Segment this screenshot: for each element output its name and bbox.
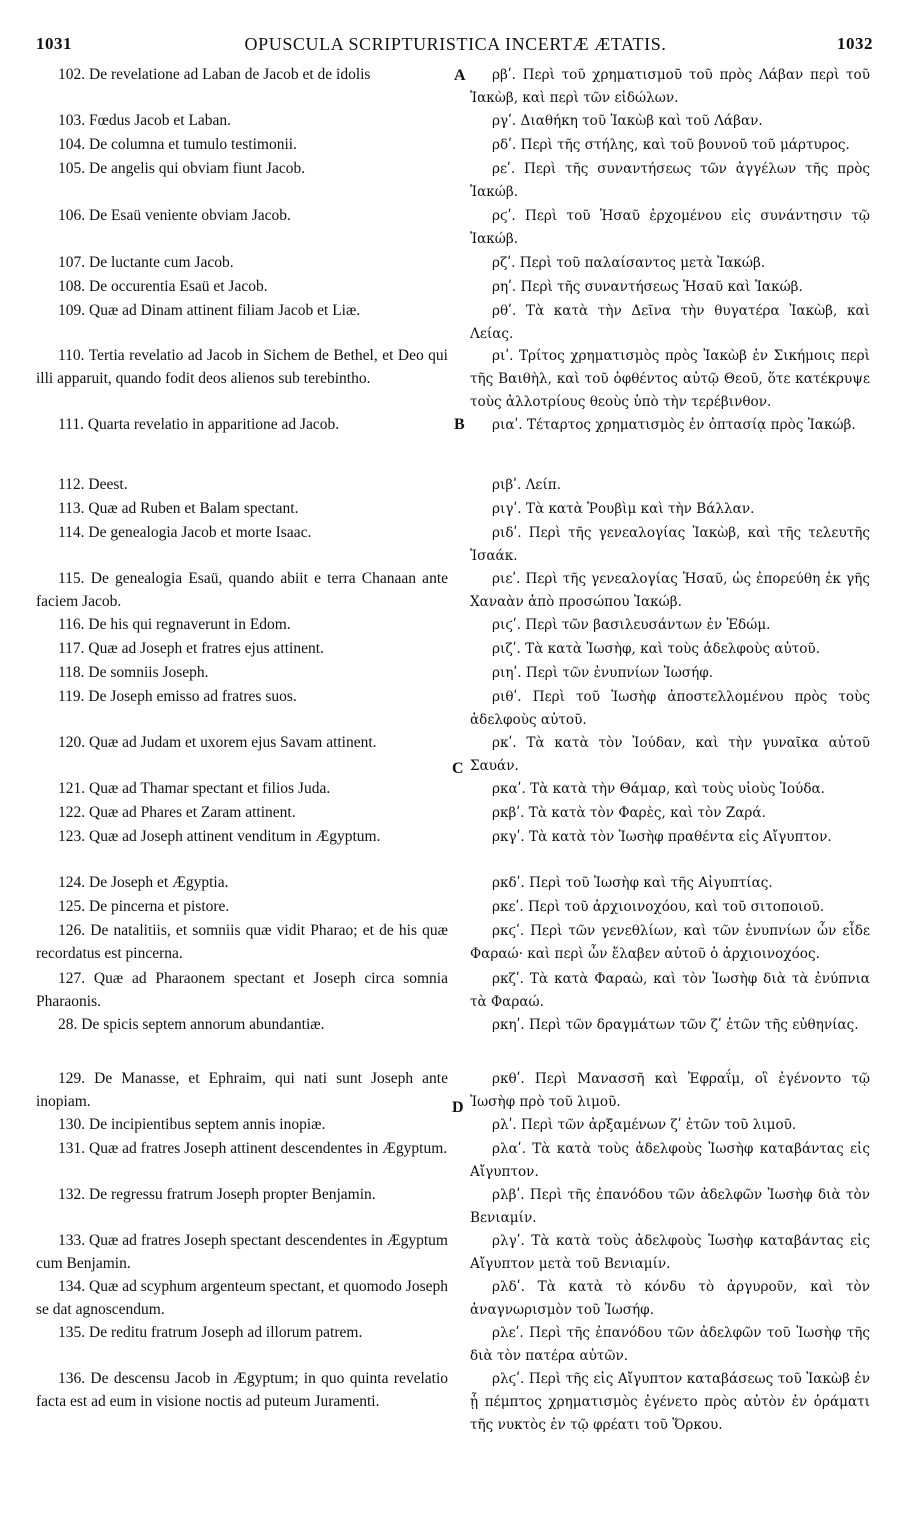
- latin-entry: [36, 1068, 448, 1114]
- entry-text: 109. Quæ ad Dinam attinent filiam Jacob et Liæ.: [58, 302, 361, 319]
- entry-text: 113. Quæ ad Ruben et Balam spectant.: [58, 500, 299, 517]
- entry-text: 133. Quæ ad fratres Joseph spectant descendentes in Ægyptum cum Benjamin.: [36, 1232, 448, 1272]
- entry-text: ρλγʹ. Τὰ κατὰ τοὺς ἀδελφοὺς Ἰωσὴφ καταβάντας εἰς Αἴγυπτον μετὰ τοῦ Βενιαμίν.: [470, 1233, 870, 1272]
- greek-entry: [470, 872, 870, 895]
- latin-entry: [36, 778, 448, 801]
- latin-entry: [36, 276, 448, 299]
- greek-entry: [470, 662, 870, 685]
- latin-entry: [36, 252, 448, 275]
- entry-text: ριʹ. Τρίτος χρηματισμὸς πρὸς Ἰακὼβ ἐν Σικήμοις περὶ τῆς Βαιθὴλ, καὶ τοῦ ὀφθέντος αὐτῷ Θεοῦ, ὅτε κατέκρυψε τοὺς ἀλλοτρίους θεοὺς ὑπὸ τὴν τερέβινθον.: [470, 348, 870, 410]
- entry-text: 122. Quæ ad Phares et Zaram attinent.: [58, 804, 296, 821]
- latin-entry: [36, 205, 448, 228]
- greek-entry: [470, 134, 870, 157]
- entry-text: ρκεʹ. Περὶ τοῦ ἀρχιοινοχόου, καὶ τοῦ σιτοποιοῦ.: [492, 899, 825, 915]
- entry-text: ρδʹ. Περὶ τῆς στήλης, καὶ τοῦ βουνοῦ τοῦ μάρτυρος.: [492, 137, 850, 153]
- latin-entry: [36, 300, 448, 323]
- latin-entry: [36, 614, 448, 637]
- latin-entry: [36, 920, 448, 966]
- greek-entry: [470, 345, 870, 413]
- entry-text: ριαʹ. Τέταρτος χρηματισμὸς ἐν ὀπτασίᾳ πρὸς Ἰακώβ.: [492, 417, 856, 433]
- greek-entry: [470, 64, 870, 110]
- greek-entry: [470, 1322, 870, 1368]
- entry-text: ρκζʹ. Τὰ κατὰ Φαραὼ, καὶ τὸν Ἰωσὴφ διὰ τὰ ἐνύπνια τὰ Φαραώ.: [470, 971, 870, 1010]
- entry-text: 119. De Joseph emisso ad fratres suos.: [58, 688, 297, 705]
- greek-entry: [470, 474, 870, 497]
- entry-text: ρκδʹ. Περὶ τοῦ Ἰωσὴφ καὶ τῆς Αἰγυπτίας.: [492, 875, 773, 891]
- entry-text: ριζʹ. Τὰ κατὰ Ἰωσὴφ, καὶ τοὺς ἀδελφοὺς αὐτοῦ.: [492, 641, 821, 657]
- entry-text: 104. De columna et tumulo testimonii.: [58, 136, 297, 153]
- latin-entry: [36, 1368, 448, 1414]
- margin-marker-b: B: [454, 416, 465, 433]
- entry-text: 103. Fœdus Jacob et Laban.: [58, 112, 232, 129]
- entry-text: ρκθʹ. Περὶ Μανασσῆ καὶ Ἐφραΐμ, οἳ ἐγένοντο τῷ Ἰωσὴφ πρὸ τοῦ λιμοῦ.: [470, 1071, 870, 1110]
- entry-text: ρλεʹ. Περὶ τῆς ἐπανόδου τῶν ἀδελφῶν τοῦ Ἰωσὴφ τῆς διὰ τὸν πατέρα αὐτῶν.: [470, 1325, 870, 1364]
- latin-entry: [36, 414, 448, 437]
- entry-text: ριγʹ. Τὰ κατὰ Ῥουβὶμ καὶ τὴν Βάλλαν.: [492, 501, 755, 517]
- greek-entry: [470, 1368, 870, 1436]
- latin-entry: [36, 134, 448, 157]
- latin-entry: [36, 498, 448, 521]
- entry-text: 114. De genealogia Jacob et morte Isaac.: [58, 524, 312, 541]
- latin-entry: [36, 662, 448, 685]
- latin-entry: [36, 522, 448, 545]
- entry-text: 105. De angelis qui obviam fiunt Jacob.: [58, 160, 306, 177]
- entry-text: ρλδʹ. Τὰ κατὰ τὸ κόνδυ τὸ ἀργυροῦν, καὶ τὸν ἀναγνωρισμὸν τοῦ Ἰωσήφ.: [470, 1279, 870, 1318]
- greek-entry: [470, 1114, 870, 1137]
- entry-text: 123. Quæ ad Joseph attinent venditum in Ægyptum.: [58, 828, 381, 845]
- entry-text: ρλαʹ. Τὰ κατὰ τοὺς ἀδελφοὺς Ἰωσὴφ καταβάντας εἰς Αἴγυπτον.: [470, 1141, 870, 1180]
- entry-text: 135. De reditu fratrum Joseph ad illorum patrem.: [58, 1324, 363, 1341]
- greek-entry: [470, 205, 870, 251]
- latin-entry: [36, 826, 448, 849]
- entry-text: 106. De Esaü veniente obviam Jacob.: [58, 207, 291, 224]
- entry-text: ρκηʹ. Περὶ τῶν δραγμάτων τῶν ζʹ ἐτῶν τῆς εὐθηνίας.: [492, 1017, 859, 1033]
- entry-text: ρκαʹ. Τὰ κατὰ τὴν Θάμαρ, καὶ τοὺς υἱοὺς Ἰούδα.: [492, 781, 826, 797]
- latin-entry: [36, 474, 448, 497]
- entry-text: ρζʹ. Περὶ τοῦ παλαίσαντος μετὰ Ἰακώβ.: [492, 255, 766, 271]
- greek-entry: [470, 778, 870, 801]
- greek-entry: [470, 1138, 870, 1184]
- greek-entry: [470, 522, 870, 568]
- entry-text: ρβʹ. Περὶ τοῦ χρηματισμοῦ τοῦ πρὸς Λάβαν περὶ τοῦ Ἰακὼβ, καὶ περὶ τῶν εἰδώλων.: [470, 67, 870, 106]
- entry-text: 115. De genealogia Esaü, quando abiit e terra Chanaan ante faciem Jacob.: [36, 570, 448, 610]
- entry-text: ρκβʹ. Τὰ κατὰ τὸν Φαρὲς, καὶ τὸν Ζαρά.: [492, 805, 766, 821]
- greek-entry: [470, 920, 870, 966]
- greek-entry: [470, 732, 870, 778]
- latin-entry: [36, 1014, 448, 1037]
- entry-text: ριδʹ. Περὶ τῆς γενεαλογίας Ἰακὼβ, καὶ τῆς τελευτῆς Ἰσαάκ.: [470, 525, 870, 564]
- greek-entry: [470, 110, 870, 133]
- entry-text: ρθʹ. Τὰ κατὰ τὴν Δεῖνα τὴν θυγατέρα Ἰακὼβ, καὶ Λείας.: [470, 303, 870, 342]
- greek-entry: [470, 1276, 870, 1322]
- entry-text: ρλʹ. Περὶ τῶν ἀρξαμένων ζʹ ἐτῶν τοῦ λιμοῦ.: [492, 1117, 797, 1133]
- running-header: [0, 30, 911, 60]
- greek-entry: [470, 1014, 870, 1037]
- margin-marker-a: A: [454, 67, 466, 84]
- entry-text: ρϛʹ. Περὶ τοῦ Ἡσαῦ ἐρχομένου εἰς συνάντησιν τῷ Ἰακώβ.: [470, 208, 870, 247]
- greek-entry: [470, 968, 870, 1014]
- entry-text: 129. De Manasse, et Ephraim, qui nati sunt Joseph ante inopiam.: [36, 1070, 448, 1110]
- latin-entry: [36, 1138, 448, 1161]
- running-title: OPUSCULA SCRIPTURISTICA INCERTÆ ÆTATIS.: [244, 34, 667, 54]
- entry-text: 124. De Joseph et Ægyptia.: [58, 874, 229, 891]
- margin-marker-c: C: [452, 760, 464, 777]
- entry-text: 108. De occurentia Esaü et Jacob.: [58, 278, 268, 295]
- latin-entry: [36, 110, 448, 133]
- entry-text: 125. De pincerna et pistore.: [58, 898, 230, 915]
- entry-text: 111. Quarta revelatio in apparitione ad Jacob.: [58, 416, 340, 433]
- entry-text: ρκϛʹ. Περὶ τῶν γενεθλίων, καὶ τῶν ἐνυπνίων ὧν εἶδε Φαραώ· καὶ περὶ ὧν ἔλαβεν αὐτοῦ ὁ ἀρχιοινοχόος.: [470, 923, 870, 962]
- entry-text: ριβʹ. Λείπ.: [492, 477, 562, 493]
- entry-text: ρηʹ. Περὶ τῆς συναντήσεως Ἡσαῦ καὶ Ἰακώβ.: [492, 279, 803, 295]
- entry-text: 134. Quæ ad scyphum argenteum spectant, et quomodo Joseph se dat agnoscendum.: [36, 1278, 448, 1318]
- entry-text: 130. De incipientibus septem annis inopiæ.: [58, 1116, 326, 1133]
- greek-entry: [470, 276, 870, 299]
- greek-entry: [470, 802, 870, 825]
- latin-entry: [36, 1114, 448, 1137]
- greek-entry: [470, 300, 870, 346]
- latin-entry: [36, 568, 448, 614]
- greek-entry: [470, 1184, 870, 1230]
- entry-text: 107. De luctante cum Jacob.: [58, 254, 234, 271]
- latin-entry: [36, 1322, 448, 1345]
- page-number-right: 1032: [837, 34, 873, 53]
- latin-entry: [36, 1184, 448, 1207]
- entry-text: 132. De regressu fratrum Joseph propter Benjamin.: [58, 1186, 376, 1203]
- entry-text: 126. De natalitiis, et somniis quæ vidit Pharao; et de his quæ recordatus est pincerna.: [36, 922, 448, 962]
- page-number-left: 1031: [36, 34, 72, 53]
- greek-entry: [470, 826, 870, 849]
- latin-entry: [36, 872, 448, 895]
- entry-text: ρλϛʹ. Περὶ τῆς εἰς Αἴγυπτον καταβάσεως τοῦ Ἰακὼβ ἐν ᾗ πέμπτος χρηματισμὸς ἐγένετο πρὸς αὐτὸν ἐν ὁράματι τῆς νυκτὸς ἐν τῷ φρέατι τοῦ Ὅρκου.: [470, 1371, 870, 1433]
- latin-entry: [36, 732, 448, 755]
- greek-entry: [470, 896, 870, 919]
- entry-text: ριηʹ. Περὶ τῶν ἐνυπνίων Ἰωσήφ.: [492, 665, 714, 681]
- greek-entry: [470, 638, 870, 661]
- latin-entry: [36, 1276, 448, 1322]
- latin-entry: [36, 802, 448, 825]
- entry-text: 131. Quæ ad fratres Joseph attinent descendentes in Ægyptum.: [58, 1140, 448, 1157]
- entry-text: 118. De somniis Joseph.: [58, 664, 209, 681]
- latin-entry: [36, 64, 448, 87]
- entry-text: 120. Quæ ad Judam et uxorem ejus Savam attinent.: [58, 734, 377, 751]
- entry-text: 102. De revelatione ad Laban de Jacob et de idolis: [58, 66, 371, 83]
- entry-text: 112. Deest.: [58, 476, 128, 493]
- latin-entry: [36, 638, 448, 661]
- entry-text: ριεʹ. Περὶ τῆς γενεαλογίας Ἡσαῦ, ὡς ἐπορεύθη ἐκ γῆς Χαναὰν ἀπὸ προσώπου Ἰακώβ.: [470, 571, 870, 610]
- latin-entry: [36, 1230, 448, 1276]
- greek-entry: [470, 158, 870, 204]
- entry-text: 121. Quæ ad Thamar spectant et filios Juda.: [58, 780, 331, 797]
- greek-entry: [470, 252, 870, 275]
- entry-text: ρκγʹ. Τὰ κατὰ τὸν Ἰωσὴφ πραθέντα εἰς Αἴγυπτον.: [492, 829, 832, 845]
- greek-entry: [470, 1230, 870, 1276]
- entry-text: 127. Quæ ad Pharaonem spectant et Joseph circa somnia Pharaonis.: [36, 970, 448, 1010]
- latin-entry: [36, 345, 448, 391]
- greek-entry: [470, 498, 870, 521]
- greek-entry: [470, 414, 870, 437]
- latin-entry: [36, 896, 448, 919]
- entry-text: ρλβʹ. Περὶ τῆς ἐπανόδου τῶν ἀδελφῶν Ἰωσὴφ διὰ τὸν Βενιαμίν.: [470, 1187, 870, 1226]
- margin-marker-d: D: [452, 1099, 464, 1116]
- greek-entry: [470, 614, 870, 637]
- entry-text: ρκʹ. Τὰ κατὰ τὸν Ἰούδαν, καὶ τὴν γυναῖκα αὐτοῦ Σαυάν.: [470, 735, 870, 774]
- entry-text: ριϛʹ. Περὶ τῶν βασιλευσάντων ἐν Ἐδώμ.: [492, 617, 771, 633]
- greek-entry: [470, 568, 870, 614]
- latin-entry: [36, 968, 448, 1014]
- entry-text: 136. De descensu Jacob in Ægyptum; in quo quinta revelatio facta est ad eum in visione noctis ad puteum Juramenti.: [36, 1370, 448, 1410]
- greek-entry: [470, 686, 870, 732]
- entry-text: ργʹ. Διαθήκη τοῦ Ἰακὼβ καὶ τοῦ Λάβαν.: [492, 113, 763, 129]
- latin-entry: [36, 686, 448, 709]
- entry-text: ριθʹ. Περὶ τοῦ Ἰωσὴφ ἀποστελλομένου πρὸς τοὺς ἀδελφοὺς αὐτοῦ.: [470, 689, 870, 728]
- entry-text: 116. De his qui regnaverunt in Edom.: [58, 616, 291, 633]
- latin-entry: [36, 158, 448, 181]
- entry-text: 117. Quæ ad Joseph et fratres ejus attinent.: [58, 640, 324, 657]
- entry-text: 28. De spicis septem annorum abundantiæ.: [58, 1016, 325, 1033]
- entry-text: ρεʹ. Περὶ τῆς συναντήσεως τῶν ἀγγέλων τῆς πρὸς Ἰακώβ.: [470, 161, 870, 200]
- greek-entry: [470, 1068, 870, 1114]
- entry-text: 110. Tertia revelatio ad Jacob in Sichem de Bethel, et Deo qui illi apparuit, quando fodit deos alienos sub terebintho.: [36, 347, 448, 387]
